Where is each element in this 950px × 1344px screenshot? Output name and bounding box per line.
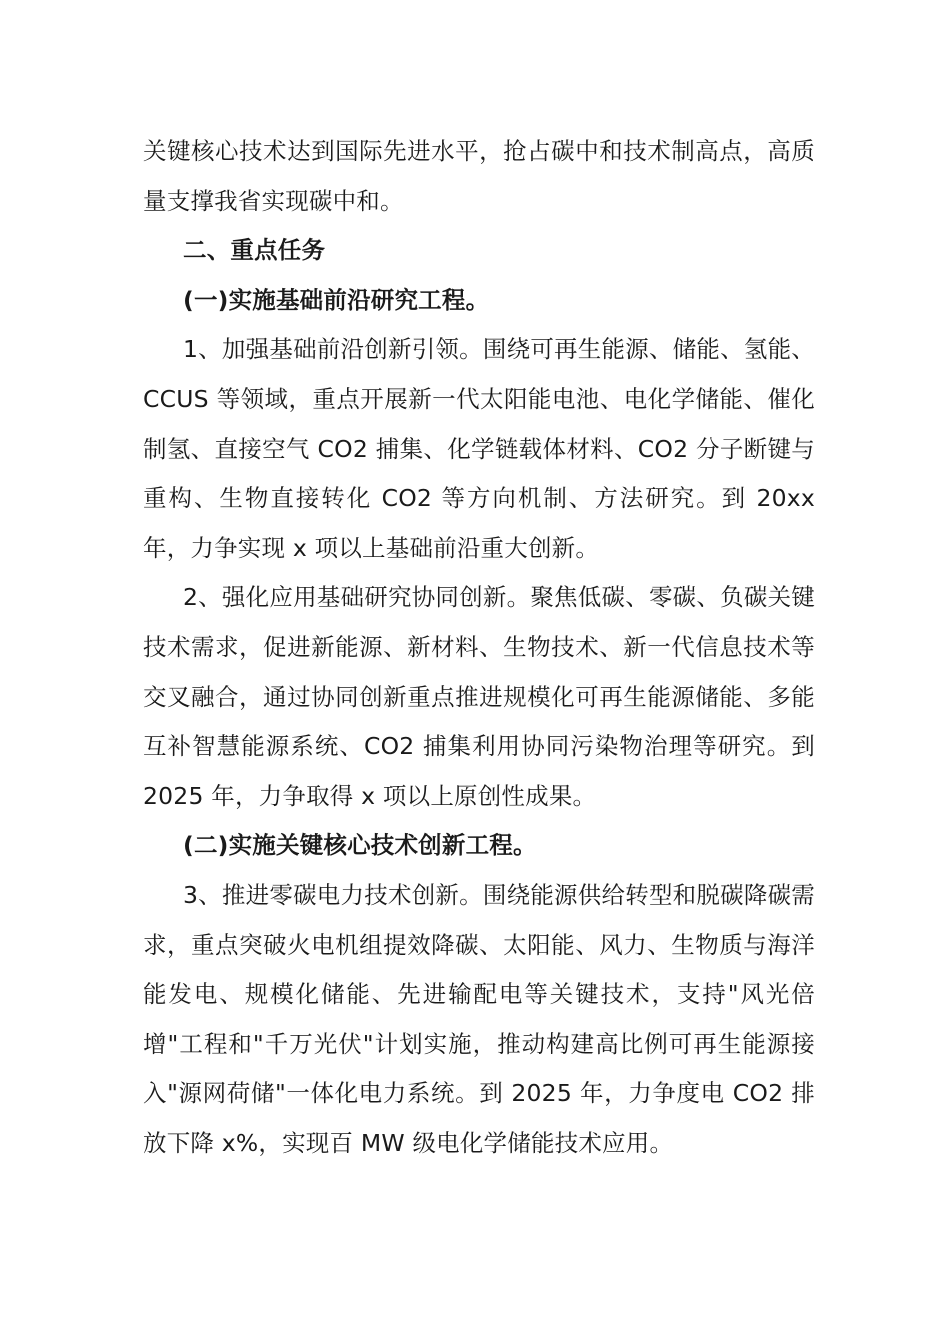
paragraph: 1、加强基础前沿创新引领。围绕可再生能源、储能、氢能、CCUS 等领域，重点开展新一代太阳能电池、电化学储能、催化制氢、直接空气 CO2 捕集、化学链载体材料、CO2 分子断键与重构、生物直接转化 CO2 等方向机制、方法研究。到 20xx 年，力争实现 x 项以上基础前沿重大创新。 bbox=[143, 335, 815, 562]
paragraph-continued: 关键核心技术达到国际先进水平，抢占碳中和技术制高点，高质量支撑我省实现碳中和。 bbox=[143, 137, 815, 215]
paragraph: 3、推进零碳电力技术创新。围绕能源供给转型和脱碳降碳需求，重点突破火电机组提效降碳、太阳能、风力、生物质与海洋能发电、规模化储能、先进输配电等关键技术，支持"风光倍增"工程和"千万光伏"计划实施，推动构建高比例可再生能源接入"源网荷储"一体化电力系统。到 2025 年，力争度电 CO2 排放下降 x%，实现百 MW 级电化学储能技术应用。 bbox=[143, 880, 815, 1157]
subsection-heading: (一)实施基础前沿研究工程。 bbox=[183, 285, 490, 314]
paragraph: 2、强化应用基础研究协同创新。聚焦低碳、零碳、负碳关键技术需求，促进新能源、新材料、生物技术、新一代信息技术等交叉融合，通过协同创新重点推进规模化可再生能源储能、多能互补智慧能源系统、CO2 捕集利用协同污染物治理等研究。到 2025 年，力争取得 x 项以上原创性成果。 bbox=[143, 583, 815, 810]
section-heading: 二、重点任务 bbox=[183, 236, 326, 265]
subsection-heading: (二)实施关键核心技术创新工程。 bbox=[183, 831, 537, 860]
document-body bbox=[143, 127, 815, 1168]
